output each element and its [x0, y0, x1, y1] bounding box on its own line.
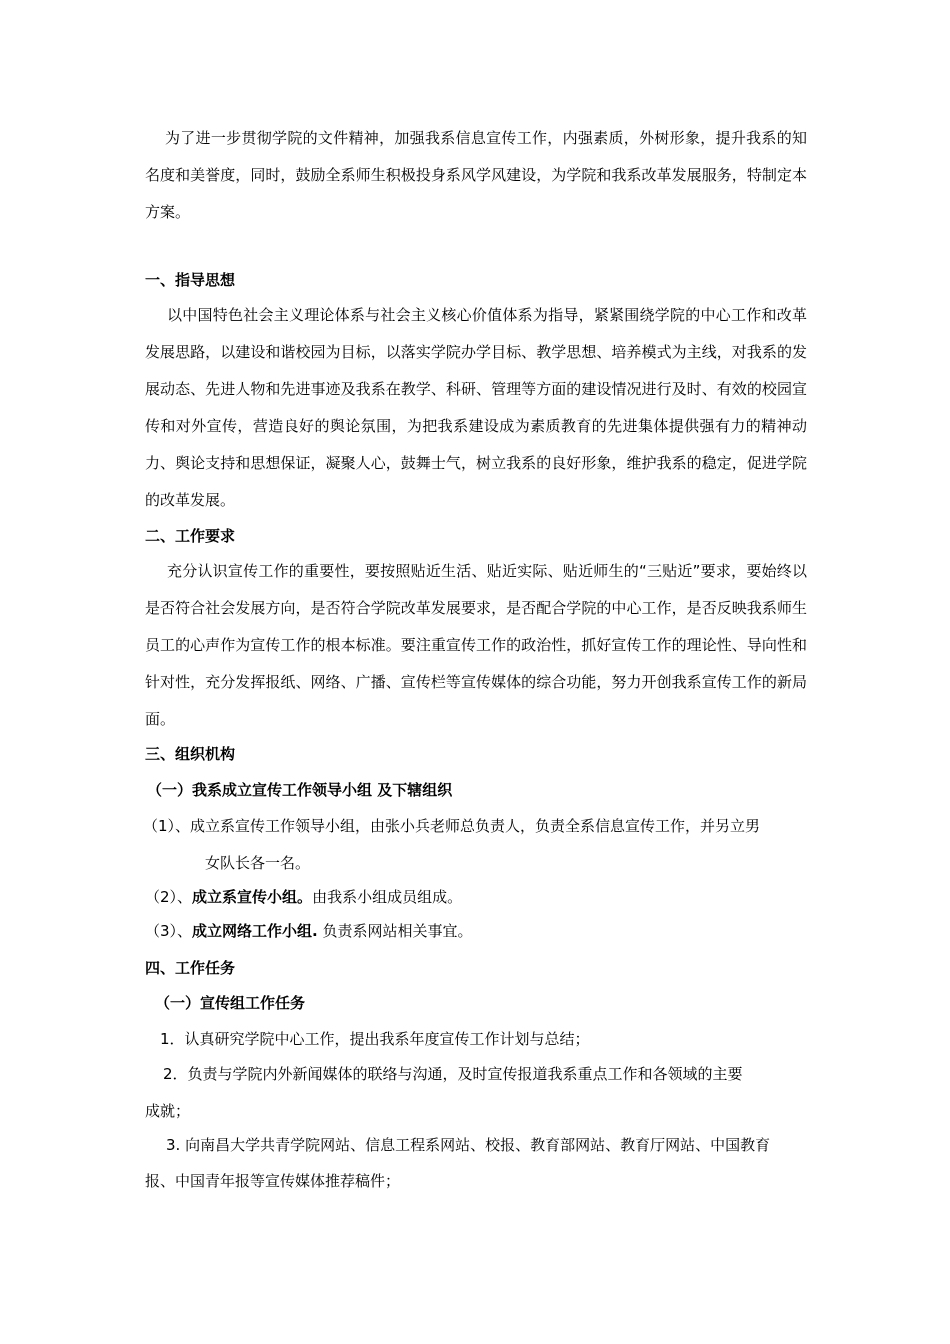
section-heading-guiding-ideology: 一、指导思想 — [145, 271, 236, 289]
org-item-2-title: 成立系宣传小组。 — [192, 888, 313, 906]
work-requirements-paragraph: 充分认识宣传工作的重要性，要按照贴近生活、贴近实际、贴近师生的“三贴近”要求，要始终以是否符合社会发展方向，是否符合学院改革发展要求，是否配合学院的中心工作，是否反映我系师生员工的心声作为宣传工作的根本标准。要注重宣传工作的政治性，抓好宣传工作的理论性、导向性和针对性，充分发挥报纸、网络、广播、宣传栏等宣传媒体的综合功能，努力开创我系宣传工作的新局面。 — [145, 562, 807, 728]
task-2-line-2: 成就； — [145, 1102, 191, 1120]
guiding-ideology-paragraph: 以中国特色社会主义理论体系与社会主义核心价值体系为指导，紧紧围绕学院的中心工作和改革发展思路，以建设和谐校园为目标，以落实学院办学目标、教学思想、培养模式为主线，对我系的发展动态、先进人物和先进事迹及我系在教学、科研、管理等方面的建设情况进行及时、有效的校园宣传和对外宣传，营造良好的舆论氛围，为把我系建设成为素质教育的先进集体提供强有力的精神动力、舆论支持和思想保证，凝聚人心，鼓舞士气，树立我系的良好形象，维护我系的稳定，促进学院的改革发展。 — [145, 306, 807, 509]
org-item-3-number: （3）、 — [145, 922, 193, 940]
task-3-line-2: 报、中国青年报等宣传媒体推荐稿件； — [145, 1172, 401, 1190]
section-heading-work-requirements: 二、工作要求 — [145, 527, 236, 545]
org-item-1-line-2: 女队长各一名。 — [205, 854, 311, 872]
task-2-line-1: 2．负责与学院内外新闻媒体的联络与沟通，及时宣传报道我系重点工作和各领域的主要 — [163, 1065, 743, 1083]
org-item-3 — [145, 921, 473, 941]
org-item-1-line-1: （1）、成立系宣传工作领导小组，由张小兵老师总负责人，负责全系信息宣传工作，并另立男 — [143, 817, 761, 835]
org-item-2-number: （2）、 — [145, 888, 193, 906]
subsection-heading-leadership-group: （一）我系成立宣传工作领导小组 及下辖组织 — [147, 781, 453, 799]
section-heading-organization: 三、组织机构 — [145, 745, 236, 763]
org-item-3-title: 成立网络工作小组. — [192, 922, 318, 940]
org-item-2 — [145, 887, 462, 907]
task-3-line-1: 3. 向南昌大学共青学院网站、信息工程系网站、校报、教育部网站、教育厅网站、中国教育 — [166, 1136, 771, 1154]
org-item-2-text: 由我系小组成员组成。 — [312, 888, 463, 906]
org-item-3-text: 负责系网站相关事宜。 — [317, 922, 473, 940]
section-heading-work-tasks: 四、工作任务 — [145, 959, 236, 977]
intro-paragraph: 为了进一步贯彻学院的文件精神，加强我系信息宣传工作，内强素质，外树形象，提升我系的知名度和美誉度，同时，鼓励全系师生积极投身系风学风建设，为学院和我系改革发展服务，特制定本方案。 — [145, 129, 807, 221]
subsection-heading-publicity-tasks: （一）宣传组工作任务 — [155, 994, 306, 1012]
task-1: 1．认真研究学院中心工作，提出我系年度宣传工作计划与总结； — [160, 1030, 590, 1048]
